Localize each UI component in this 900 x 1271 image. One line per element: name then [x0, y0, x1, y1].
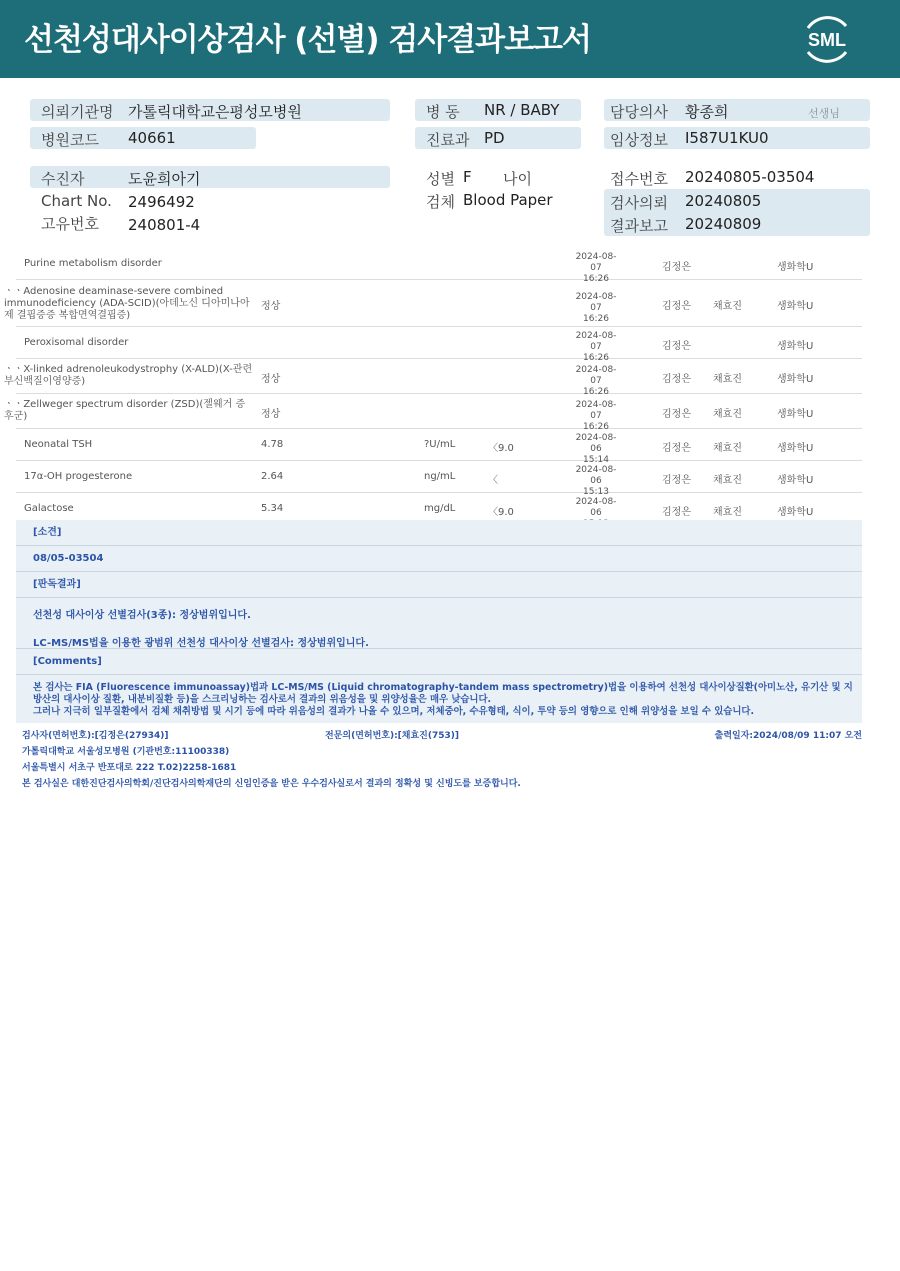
test-reference: 〈 — [488, 475, 498, 486]
specimen-label: 검체 — [426, 193, 455, 211]
test-name: Galactose — [24, 503, 74, 514]
doctor-value: 황종희 — [685, 103, 729, 121]
test-time: 16:26 — [583, 314, 609, 324]
tester-name: 김정은 — [662, 301, 691, 312]
test-result: 2.64 — [261, 471, 284, 482]
clinical-info-label: 임상정보 — [610, 131, 668, 149]
test-time: 16:26 — [583, 274, 609, 284]
dept-value: PD — [484, 129, 505, 147]
hospital-code-label: 병원코드 — [41, 131, 99, 149]
sex-label: 성별 — [426, 170, 455, 188]
dept-name: 생화학U — [777, 409, 814, 420]
table-row — [16, 429, 862, 465]
lab-address: 서울특별시 서초구 반포대로 222 T.02)2258-1681 — [22, 763, 237, 773]
certification-note: 본 검사실은 대한진단검사의학회/진단검사의학재단의 신임인증을 받은 우수검사실로서 결과의 정확성 및 신빙도를 보증합니다. — [22, 779, 521, 789]
sex-value: F — [463, 168, 472, 186]
test-time: 15:13 — [583, 487, 609, 497]
test-date — [570, 292, 622, 325]
judgement-label: [판독결과] — [16, 572, 862, 598]
request-value: 20240805 — [685, 192, 762, 210]
age-label: 나이 — [503, 170, 532, 188]
test-time: 16:26 — [583, 387, 609, 397]
findings-label: [소견] — [16, 520, 862, 546]
test-name: Peroxisomal disorder — [24, 337, 129, 348]
test-date-day: 2024-08-06 — [575, 497, 617, 518]
test-reference: 〈9.0 — [488, 507, 514, 518]
test-reference: 〈9.0 — [488, 443, 514, 454]
doctor-label: 담당의사 — [610, 103, 668, 121]
institution-label: 의뢰기관명 — [41, 103, 114, 121]
reviewer-name: 채효진 — [713, 443, 742, 454]
lab-name: 가톨릭대학교 서울성모병원 (기관번호:11100338) — [22, 747, 230, 757]
unique-label: 고유번호 — [41, 215, 99, 233]
dept-name: 생화학U — [777, 475, 814, 486]
comments-block — [16, 675, 862, 723]
test-name: Neonatal TSH — [24, 439, 93, 450]
test-name: ㆍㆍX-linked adrenoleukodystrophy (X-ALD)(X-관련 부신백질이영양증) — [4, 364, 253, 387]
specialist-license: 전문의(면허번호):[채효진(753)] — [325, 731, 460, 741]
report-header — [0, 0, 900, 78]
test-date-day: 2024-08-07 — [575, 400, 617, 421]
table-row — [4, 394, 862, 432]
test-result: 정상 — [261, 409, 281, 420]
tester-name: 김정은 — [662, 507, 691, 518]
patient-value: 도윤희아기 — [128, 170, 201, 188]
specimen-value: Blood Paper — [463, 191, 553, 209]
dept-name: 생화학U — [777, 374, 814, 385]
tester-license: 검사자(면허번호):[김정은(27934)] — [22, 731, 169, 741]
receipt-label: 접수번호 — [610, 170, 668, 188]
tester-name: 김정은 — [662, 475, 691, 486]
test-result: 4.78 — [261, 439, 284, 450]
test-date-day: 2024-08-06 — [575, 465, 617, 486]
test-name: 17α-OH progesterone — [24, 471, 133, 482]
judgement-line-1: 선천성 대사이상 선별검사(3종): 정상범위입니다. — [33, 610, 251, 621]
dept-label: 진료과 — [426, 131, 470, 149]
reviewer-name: 채효진 — [713, 507, 742, 518]
reviewer-name: 채효진 — [713, 409, 742, 420]
hospital-code-value: 40661 — [128, 129, 176, 147]
table-row — [16, 327, 862, 363]
test-date-day: 2024-08-07 — [575, 365, 617, 386]
tester-name: 김정은 — [662, 262, 691, 273]
comment-line-1: 본 검사는 FIA (Fluorescence immunoassay)법과 LC-MS/MS (Liquid chromatography-tandem mass spectrometry)법을 이용하여 선천성 대사이상질환(아미노산, 유기산 및 지방산의 대사이상 질환, 내분비질환 등)을 스크리닝하는 검사로서 결과의 위음성을 및 위양성율은 매우 낮습니다. — [33, 682, 853, 705]
tester-name: 김정은 — [662, 409, 691, 420]
findings-id: 08/05-03504 — [16, 546, 862, 572]
dept-name: 생화학U — [777, 443, 814, 454]
table-row — [4, 359, 862, 397]
judgement-block — [16, 598, 862, 649]
test-name: ㆍㆍZellweger spectrum disorder (ZSD)(젤웨거 증후군) — [4, 399, 246, 422]
test-name: Purine metabolism disorder — [24, 258, 162, 269]
institution-value: 가톨릭대학교은평성모병원 — [128, 103, 302, 121]
dept-name: 생화학U — [777, 301, 814, 312]
judgement-line-2: LC-MS/MS법을 이용한 광범위 선천성 대사이상 선별검사: 정상범위입니다. — [33, 638, 369, 649]
reviewer-name: 채효진 — [713, 475, 742, 486]
reviewer-name: 채효진 — [713, 301, 742, 312]
doctor-title: 선생님 — [808, 107, 840, 120]
clinical-info-value: I587U1KU0 — [685, 129, 769, 147]
ward-value: NR / BABY — [484, 101, 560, 119]
report-title: 선천성대사이상검사 (선별) 검사결과보고서 — [24, 22, 591, 58]
test-date-day: 2024-08-07 — [575, 252, 617, 273]
dept-name: 생화학U — [777, 262, 814, 273]
table-row — [16, 461, 862, 497]
test-date-day: 2024-08-07 — [575, 292, 617, 313]
logo-text: SML — [808, 30, 846, 50]
request-label: 검사의뢰 — [610, 194, 668, 212]
report-value: 20240809 — [685, 215, 762, 233]
test-result: 5.34 — [261, 503, 284, 514]
test-unit: mg/dL — [424, 503, 456, 514]
test-time: 16:26 — [583, 422, 609, 432]
sml-logo — [800, 12, 854, 66]
dept-name: 생화학U — [777, 341, 814, 352]
print-date: 출력일자:2024/08/09 11:07 오전 — [714, 731, 862, 741]
test-date-day: 2024-08-07 — [575, 331, 617, 352]
test-time: 16:26 — [583, 353, 609, 363]
notes-section — [16, 520, 862, 723]
receipt-value: 20240805-03504 — [685, 168, 815, 186]
tester-name: 김정은 — [662, 443, 691, 454]
unique-value: 240801-4 — [128, 216, 201, 234]
test-name: ㆍㆍAdenosine deaminase-severe combined immunodeficiency (ADA-SCID)(아데노신 디아미나아제 결핍증증 복합면역결핍증) — [4, 286, 250, 321]
test-unit: ?U/mL — [424, 439, 456, 450]
patient-label: 수진자 — [41, 170, 85, 188]
results-table — [4, 248, 862, 524]
tester-name: 김정은 — [662, 374, 691, 385]
dept-name: 생화학U — [777, 507, 814, 518]
table-row — [4, 280, 862, 327]
test-time: 15:14 — [583, 455, 609, 465]
test-result: 정상 — [261, 301, 281, 312]
table-row — [16, 248, 862, 284]
tester-name: 김정은 — [662, 341, 691, 352]
test-date-day: 2024-08-06 — [575, 433, 617, 454]
test-result: 정상 — [261, 374, 281, 385]
comments-label: [Comments] — [16, 649, 862, 675]
comment-line-2: 그러나 지극히 일부질환에서 검체 채취방법 및 시기 등에 따라 위음성의 결과가 나올 수 있으며, 저체중아, 수유형태, 식이, 투약 등의 영향으로 인해 위양성을 보일 수 있습니다. — [33, 706, 755, 717]
ward-label: 병 동 — [426, 103, 460, 121]
test-unit: ng/mL — [424, 471, 456, 482]
chart-value: 2496492 — [128, 193, 195, 211]
reviewer-name: 채효진 — [713, 374, 742, 385]
chart-label: Chart No. — [41, 192, 112, 210]
report-label: 결과보고 — [610, 217, 668, 235]
